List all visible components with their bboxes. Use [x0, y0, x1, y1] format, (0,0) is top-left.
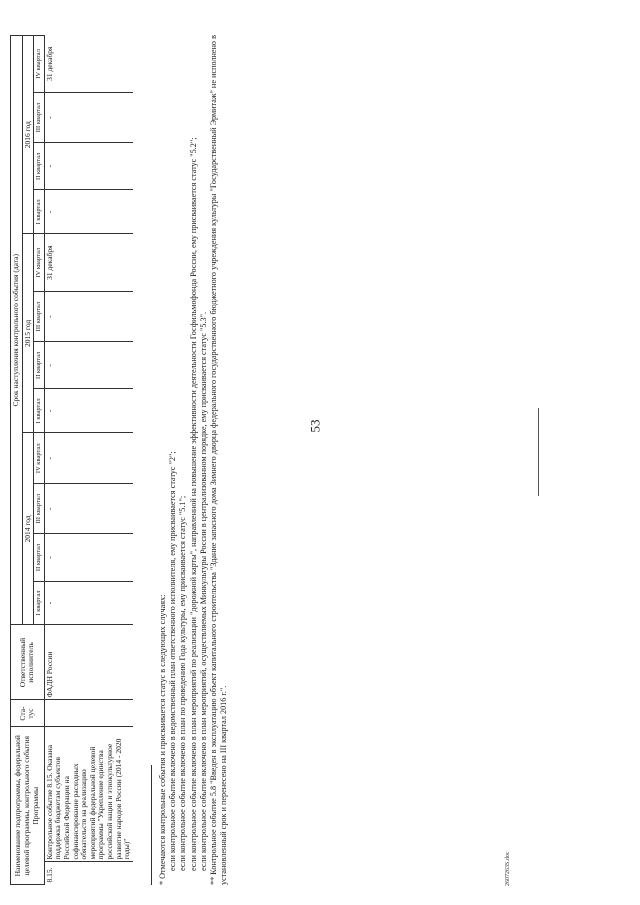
row-event-name: Контрольное событие 8.15. Оказана поддержка бюджетам субъектов Российской Федерации на софинансирование расходных обязательств на реализацию мероприятий федеральной целевой программы "Укрепление единства российской нации и этнокультурное развитие народов России (2014 - 2020 годы)" [44, 727, 133, 862]
footnotes [151, 35, 230, 885]
header-quarter: II квартал [34, 342, 44, 389]
header-quarter: I квартал [34, 581, 44, 625]
row-cell: - [44, 342, 133, 389]
header-name: Наименование подпрограммы, федеральной целевой программы, контрольного события Программы [11, 727, 45, 885]
header-quarter: III квартал [34, 484, 44, 534]
header-quarter: III квартал [34, 291, 44, 341]
row-cell: - [44, 433, 133, 484]
footnote-item: если контрольное событие включено в план по проведению Года культуры, ему присваивается статус "5.1"; [178, 495, 188, 871]
scan-mark-line [538, 408, 539, 496]
header-year-2015: 2015 год [22, 234, 34, 433]
header-quarter: IV квартал [34, 234, 44, 292]
row-status [44, 700, 133, 727]
control-events-table [10, 35, 133, 885]
header-quarter: I квартал [34, 389, 44, 433]
header-year-2016: 2016 год [22, 36, 34, 234]
row-executor: ФАДН России [44, 625, 133, 700]
header-quarter: IV квартал [34, 433, 44, 484]
landscape-page [10, 15, 610, 895]
row-cell: - [44, 92, 133, 142]
footnote-intro: * Отмечаются контрольные события и присваивается статус в следующих случаях: [157, 594, 167, 885]
header-status: Ста-тус [11, 700, 45, 727]
header-executor: Ответственный исполнитель [11, 625, 45, 700]
row-cell: - [44, 484, 133, 534]
row-cell: 31 декабря [44, 234, 133, 292]
footnote-item: если контрольное событие включено в план мероприятий, осуществляемых Минкультуры России в централизованном порядке, ему присваивается статус "5.3". [198, 312, 208, 871]
page-number: 53 [307, 419, 323, 433]
header-quarter: II квартал [34, 534, 44, 581]
header-quarter: IV квартал [34, 36, 44, 93]
row-cell: - [44, 291, 133, 341]
row-cell: - [44, 534, 133, 581]
row-cell: - [44, 143, 133, 190]
table-row [44, 36, 133, 885]
header-period: Срок наступления контрольного события (дата) [11, 36, 23, 626]
row-cell: - [44, 581, 133, 625]
row-cell: - [44, 389, 133, 433]
header-quarter: III квартал [34, 92, 44, 142]
row-cell: 31 декабря [44, 36, 133, 93]
footnote-item: если контрольное событие включено в план мероприятий по реализации "дорожной карты", направленной на повышение эффективности деятельности Госфильмофонда России, ему присваивается статус "5.2"; [188, 137, 198, 871]
footnote-item: если контрольное событие включено в ведомственный план ответственного исполнителя, ему присваивается статус "2"; [168, 451, 178, 871]
footnote-rule [151, 765, 152, 885]
row-cell: - [44, 190, 133, 234]
header-quarter: II квартал [34, 143, 44, 190]
header-year-2014: 2014 год [22, 433, 34, 625]
document-code: 2607263S.doc [505, 851, 511, 886]
footnote-second: ** Контрольное событие 5.8 "Введен в эксплуатацию объект капитального строительства "Здание запасного дома Зимнего дворца федерального государственного бюджетного учреждения культуры "Государственный Эрмитаж" не исполнено в установленный срок и перенесено на III квартал 2016 г.". [209, 35, 229, 885]
row-number: 8.15. [44, 862, 133, 885]
header-quarter: I квартал [34, 190, 44, 234]
